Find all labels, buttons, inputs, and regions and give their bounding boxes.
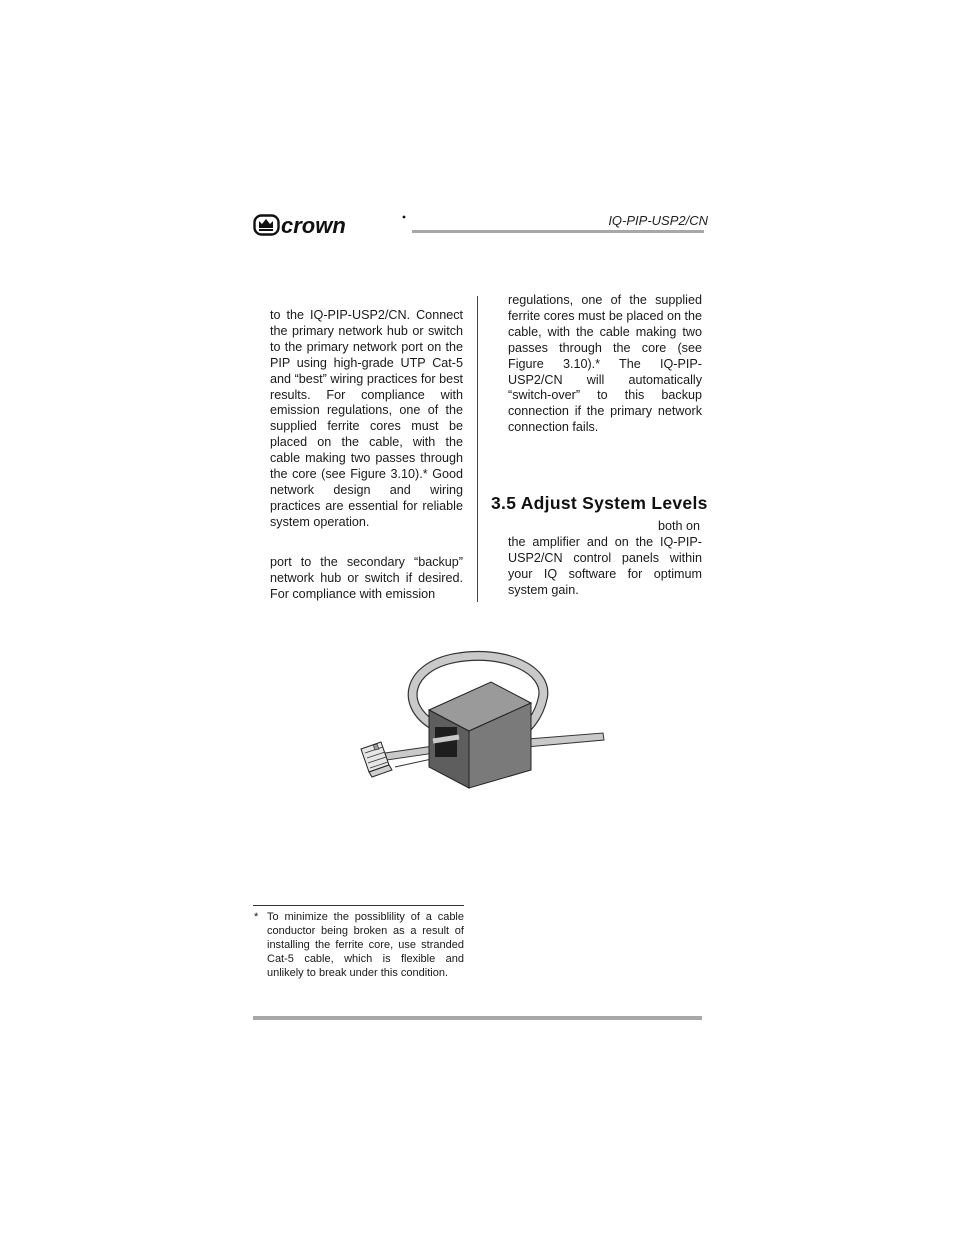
model-name: IQ-PIP-USP2/CN (608, 213, 708, 228)
ferrite-core-figure (355, 645, 610, 795)
footer-rule (253, 1016, 702, 1020)
left-paragraph-2: port to the secondary “backup” network hub or switch if desired. For compliance with emission (270, 555, 463, 601)
section-heading: 3.5 Adjust System Levels (491, 493, 708, 513)
ferrite-core (429, 682, 531, 788)
column-divider (477, 296, 478, 602)
crown-logo (253, 212, 409, 238)
footnote-rule (253, 905, 464, 906)
left-paragraph-1: to the IQ-PIP-USP2/CN. Connect the primary network hub or switch to the primary network port on the PIP using high-grade UTP Cat-5 and “best” wiring practices for best results. For compliance with emission regulations, one of the supplied ferrite cores must be placed on the cable, with the cable making two passes through the core (see Figure 3.10).* Good network design and wiring practices are essential for reliable system operation. (270, 308, 463, 529)
crown-emblem-icon (255, 216, 279, 235)
footnote-text: To minimize the possiblility of a cable conductor being broken as a result of installing the ferrite core, use stranded Cat-5 cable, which is flexible and unlikely to break under this condition. (267, 911, 464, 980)
footnote-marker: * (254, 911, 259, 923)
right-paragraph-2-lead: both on (658, 519, 701, 533)
logo-wordmark: crown (281, 213, 346, 238)
rj45-connector-icon (361, 742, 392, 777)
right-paragraph-2: the amplifier and on the IQ-PIP-USP2/CN control panels within your IQ software for optimum system gain. (508, 535, 702, 597)
right-paragraph-1: regulations, one of the supplied ferrite cores must be placed on the cable, with the cable making two passes through the core (see Figure 3.10).* The IQ-PIP-USP2/CN will automatically “switch-over” to this backup connection if the primary network connection fails. (508, 293, 702, 435)
header-rule (412, 230, 704, 233)
